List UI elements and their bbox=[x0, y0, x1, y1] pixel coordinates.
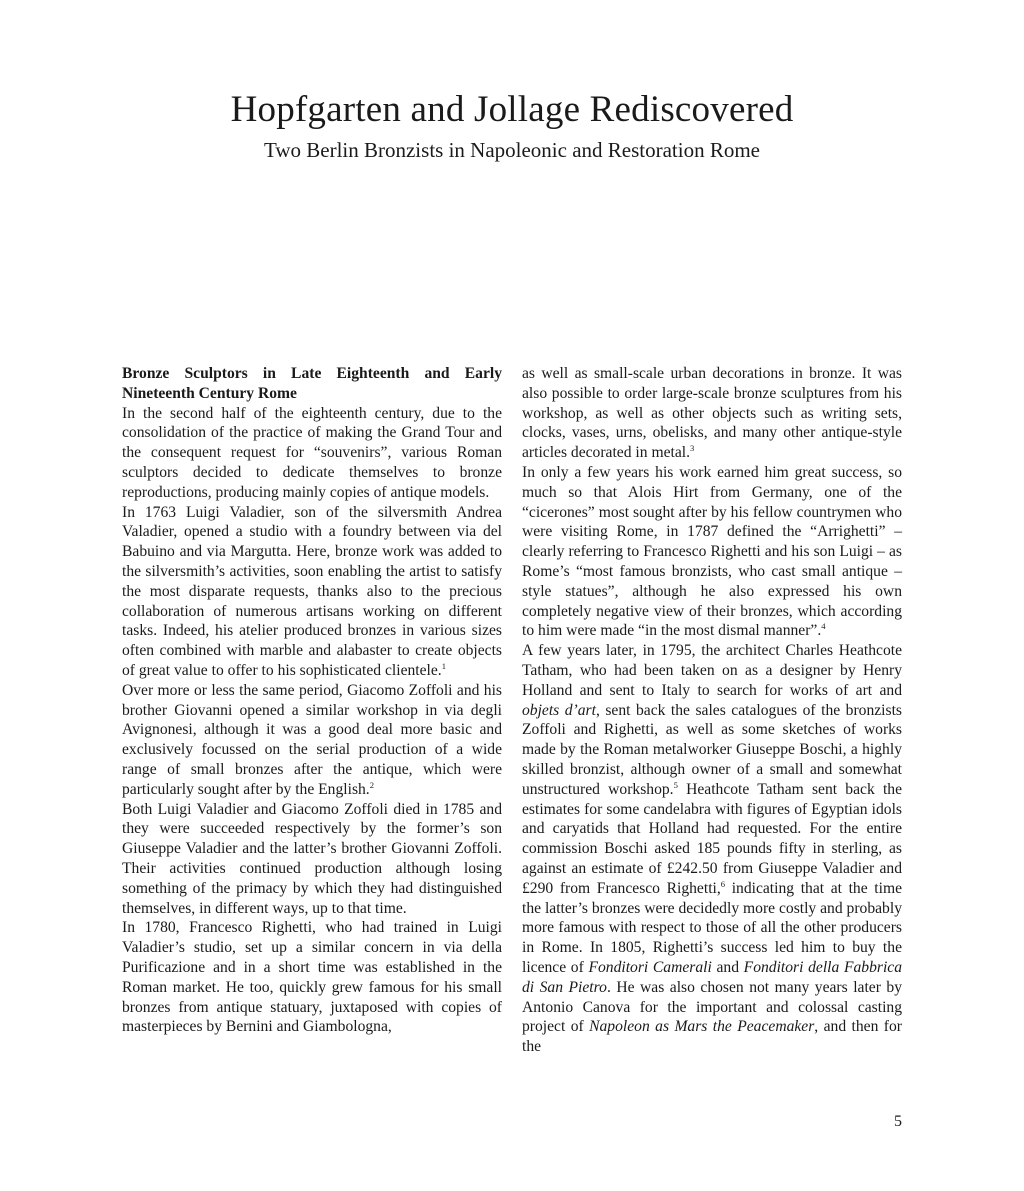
paragraph-text: In only a few years his work earned him great success, so much so that Alois Hirt from Germany, one of the “cicerones” most sought after by his fellow countrymen who were visiting Rome, in 1787 defined the “Arrighetti” – clearly referring to Francesco Righetti and his son Luigi – as Rome’s “most famous bronzists, who cast small antique – style statues”, although he also expressed his own completely negative view of their bronzes, which according to him were made “in the most dismal manner”. bbox=[522, 463, 902, 640]
footnote-marker: 1 bbox=[441, 660, 447, 671]
paragraph-text: as well as small-scale urban decorations in bronze. It was also possible to order large-scale bronze sculptures from his workshop, as well as other objects such as writing sets, clocks, vases, urns, obelisks, and many other antique-style articles decorated in metal. bbox=[522, 365, 902, 462]
italic-term: Fonditori della Fabbrica di San Pietro bbox=[522, 958, 902, 996]
paragraph bbox=[522, 641, 902, 1057]
paragraph bbox=[522, 463, 902, 641]
italic-term: Napoleon as Mars the Peacemaker bbox=[589, 1018, 815, 1036]
right-column bbox=[522, 364, 902, 1057]
paragraph-text: In 1780, Francesco Righetti, who had trained in Luigi Valadier’s studio, set up a similar concern in via della Purificazione and in a short time was established in the Roman market. He too, quickly grew famous for his small bronzes from antique statuary, juxtaposed with copies of masterpieces by Bernini and Giambologna, bbox=[122, 919, 502, 1036]
paragraph bbox=[122, 503, 502, 681]
paragraph bbox=[122, 681, 502, 800]
paragraph bbox=[122, 918, 502, 1037]
left-column bbox=[122, 364, 502, 1037]
page-number: 5 bbox=[894, 1113, 902, 1130]
italic-term: objets d’art bbox=[522, 701, 596, 719]
footnote-marker: 6 bbox=[720, 878, 726, 889]
paragraph-text: A few years later, in 1795, the architect Charles Heathcote Tatham, who had been taken on as a designer by Henry Holland and sent to Italy to search for works of art and bbox=[522, 642, 902, 699]
paragraph bbox=[122, 404, 502, 503]
paragraph-text: , sent back the sales catalogues of the bronzists Zoffoli and Righetti, as well as some sketches of works made by the Roman metalworker Giuseppe Boschi, a highly skilled bronzist, although owner of a small and somewhat unstructured workshop. bbox=[522, 701, 902, 798]
footnote-marker: 3 bbox=[689, 443, 695, 453]
paragraph-text: Over more or less the same period, Giacomo Zoffoli and his brother Giovanni opened a similar workshop in via degli Avignonesi, although it was a good deal more basic and exclusively focussed on the serial production of a wide range of small bronzes after the antique, which were particularly sought after by the English. bbox=[122, 681, 502, 798]
page-subtitle: Two Berlin Bronzists in Napoleonic and Restoration Rome bbox=[263, 138, 761, 162]
paragraph-text: indicating that at the time the latter’s bronzes were decidedly more costly and probably more famous with respect to those of all the other producers in Rome. In 1805, Righetti’s success led him to buy the licence of bbox=[522, 879, 902, 976]
paragraph-text: In the second half of the eighteenth century, due to the consolidation of the practice of making the Grand Tour and the consequent request for “souvenirs”, various Roman sculptors decided to dedicate themselves to bronze reproductions, producing mainly copies of antique models. bbox=[122, 404, 502, 501]
paragraph-text: Both Luigi Valadier and Giacomo Zoffoli died in 1785 and they were succeeded respectively by the former’s son Giuseppe Valadier and the latter’s brother Giovanni Zoffoli. Their activities continued production although losing something of the primacy by which they had distinguished themselves, in different ways, up to that time. bbox=[122, 800, 502, 917]
paragraph-text: and bbox=[711, 958, 744, 976]
italic-term: Fonditori Camerali bbox=[588, 958, 712, 976]
paragraph bbox=[522, 364, 902, 463]
footnote-marker: 5 bbox=[673, 779, 678, 790]
paragraph bbox=[122, 800, 502, 919]
paragraph-text: In 1763 Luigi Valadier, son of the silversmith Andrea Valadier, opened a studio with a foundry between via del Babuino and via Margutta. Here, bronze work was added to the silversmith’s activities, soon enabling the artist to satisfy the most disparate requests, thanks also to the precious collaboration of numerous artisans working on different tasks. Indeed, his atelier produced bronzes in various sizes often combined with marble and alabaster to create objects of great value to offer to his sophisticated clientele. bbox=[122, 503, 502, 679]
paragraph-text: . He was also chosen not many years later by Antonio Canova for the important and colossal casting project of bbox=[522, 978, 903, 1036]
paragraph-text: , and then for the bbox=[522, 1018, 902, 1056]
title-block bbox=[0, 88, 1024, 164]
footnote-marker: 4 bbox=[821, 621, 826, 632]
section-heading: Bronze Sculptors in Late Eighteenth and Early Nineteenth Century Rome bbox=[122, 365, 502, 402]
footnote-marker: 2 bbox=[369, 779, 374, 790]
page-title: Hopfgarten and Jollage Rediscovered bbox=[230, 89, 794, 130]
paragraph-text: Heathcote Tatham sent back the estimates for some candelabra with figures of Egyptian idols and caryatids that Holland had requested. For the entire commission Boschi asked 185 pounds fifty in sterling, as against an estimate of £242.50 from Giuseppe Valadier and £290 from Francesco Righetti, bbox=[522, 780, 903, 897]
